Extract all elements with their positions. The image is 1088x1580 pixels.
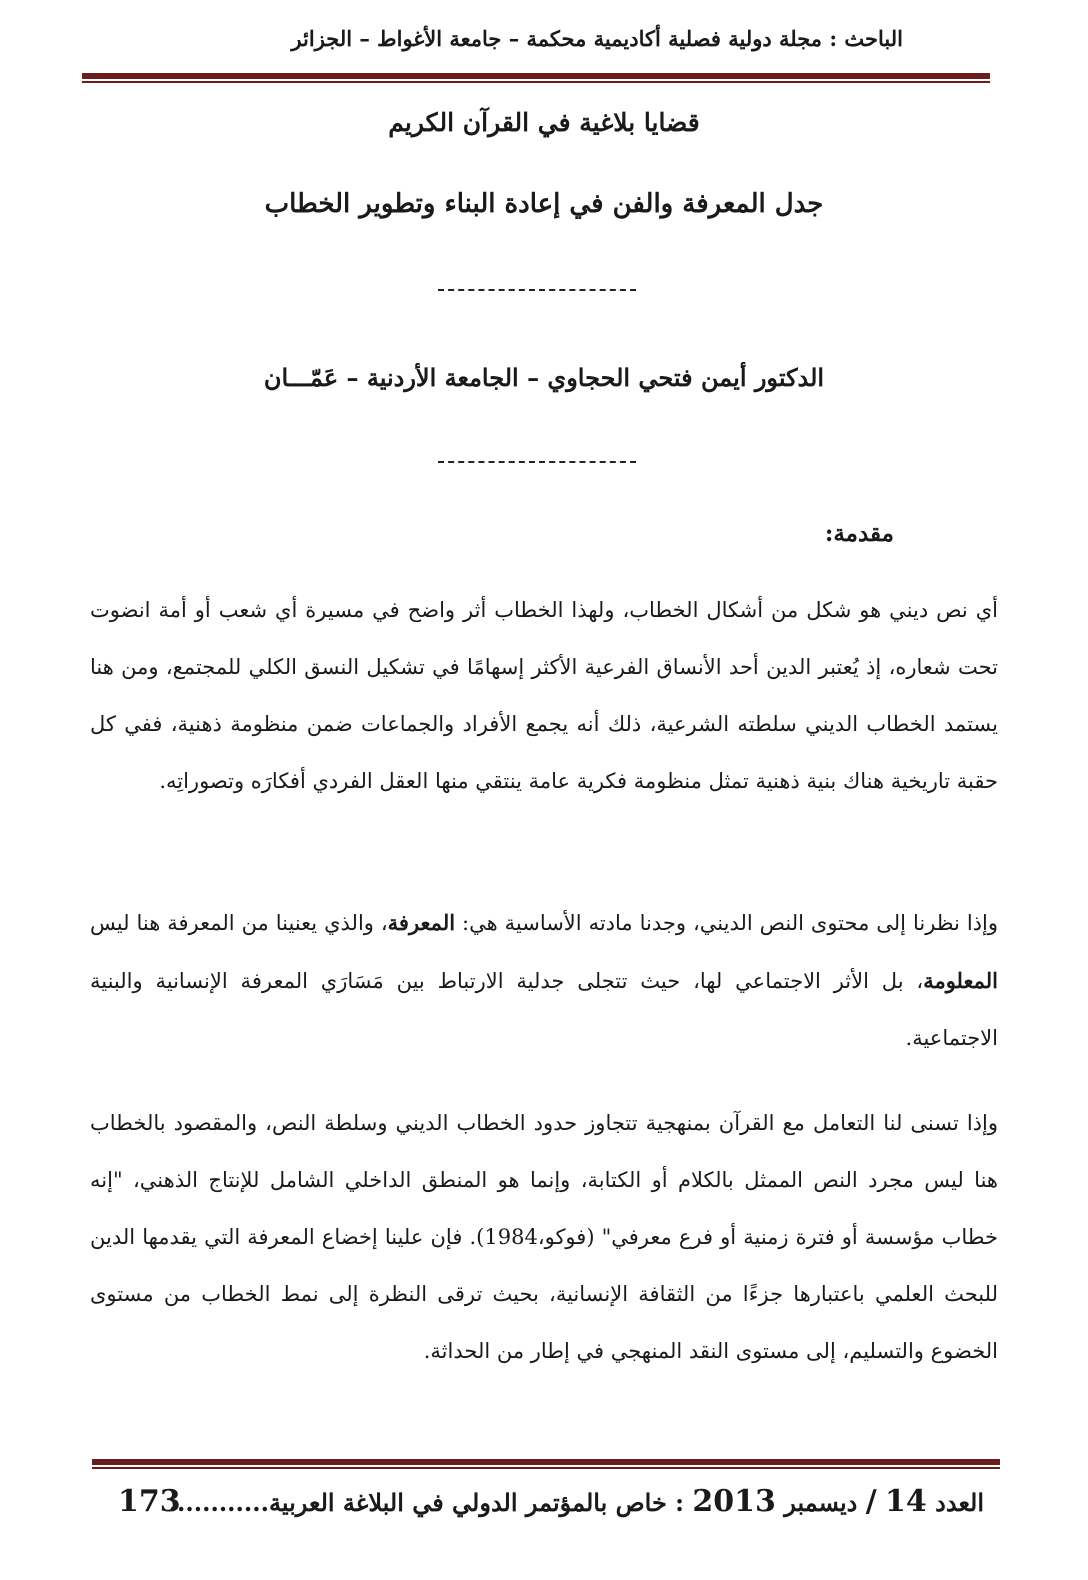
author-line: الدكتور أيمن فتحي الحجاوي – الجامعة الأردنية – عَمّـــان [263,363,825,392]
paragraph-1: أي نص ديني هو شكل من أشكال الخطاب، ولهذا الخطاب أثر واضح في مسيرة أي شعب أو أمة انضوت تحت شعاره، إذ يُعتبر الدين أحد الأنساق الفرعية الأكثر إسهامًا في تشكيل النسق الكلي للمجتمع، ومن هنا يستمد الخطاب الديني سلطته الشرعية، ذلك أنه يجمع الأفراد والجماعات ضمن منظومة ذهنية، ففي كل حقبة تاريخية هناك بنية ذهنية تمثل منظومة فكرية عامة ينتقي منها العقل الفردي أفكارَه وتصوراتِه. [90,598,998,793]
paragraph-2-part-a: وإذا نظرنا إلى محتوى النص الديني، وجدنا مادته الأساسية هي: [455,911,998,935]
separator-line-2 [438,461,636,463]
issue-month: ديسمبر [784,1488,858,1517]
journal-header: الباحث : مجلة دولية فصلية أكاديمية محكمة – جامعة الأغواط – الجزائر [291,26,903,51]
paragraph-2-part-c: ، بل الأثر الاجتماعي لها، حيث تتجلى جدلية الارتباط بين مَسَارَي المعرفة الإنسانية والبنية الاجتماعية. [90,969,998,1050]
footer-colon: : [675,1488,684,1517]
section-heading: مقدمة: [824,520,894,547]
page-number: 173 [118,1484,181,1519]
bold-term-knowledge: المعرفة [387,910,456,935]
special-issue-text: خاص بالمؤتمر الدولي في البلاغة العربية............ [168,1488,667,1517]
issue-number: 14 [885,1484,927,1519]
header-rule-thin [82,81,990,83]
header-rule-thick [82,73,990,79]
article-title: قضايا بلاغية في القرآن الكريم [388,108,700,137]
paragraph-2 [90,894,998,1067]
footer-rule-thin [92,1467,1000,1469]
separator-line-1 [438,289,636,291]
issue-label: العدد [935,1488,984,1517]
bold-term-information: المعلومة [923,968,998,993]
paragraph-3: وإذا تسنى لنا التعامل مع القرآن بمنهجية تتجاوز حدود الخطاب الديني وسلطة النص، والمقصود بالخطاب هنا ليس مجرد النص الممثل بالكلام أو الكتابة، وإنما هو المنطق الداخلي الشامل للإنتاج الذهني، "إنه خطاب مؤسسة أو فترة زمنية أو فرع معرفي" (فوكو،1984). فإن علينا إخضاع المعرفة التي يقدمها الدين للبحث العلمي باعتبارها جزءًا من الثقافة الإنسانية، بحيث ترقى النظرة إلى نمط الخطاب من مستوى الخضوع والتسليم، إلى مستوى النقد المنهجي في إطار من الحداثة. [90,1111,998,1363]
page-footer [118,1484,984,1519]
article-subtitle: جدل المعرفة والفن في إعادة البناء وتطوير الخطاب [264,189,824,219]
footer-rule-thick [92,1459,1000,1465]
paragraph-2-part-b: ، والذي يعنينا من المعرفة هنا ليس [90,911,388,935]
issue-slash: / [865,1484,877,1519]
issue-year: 2013 [692,1484,776,1519]
